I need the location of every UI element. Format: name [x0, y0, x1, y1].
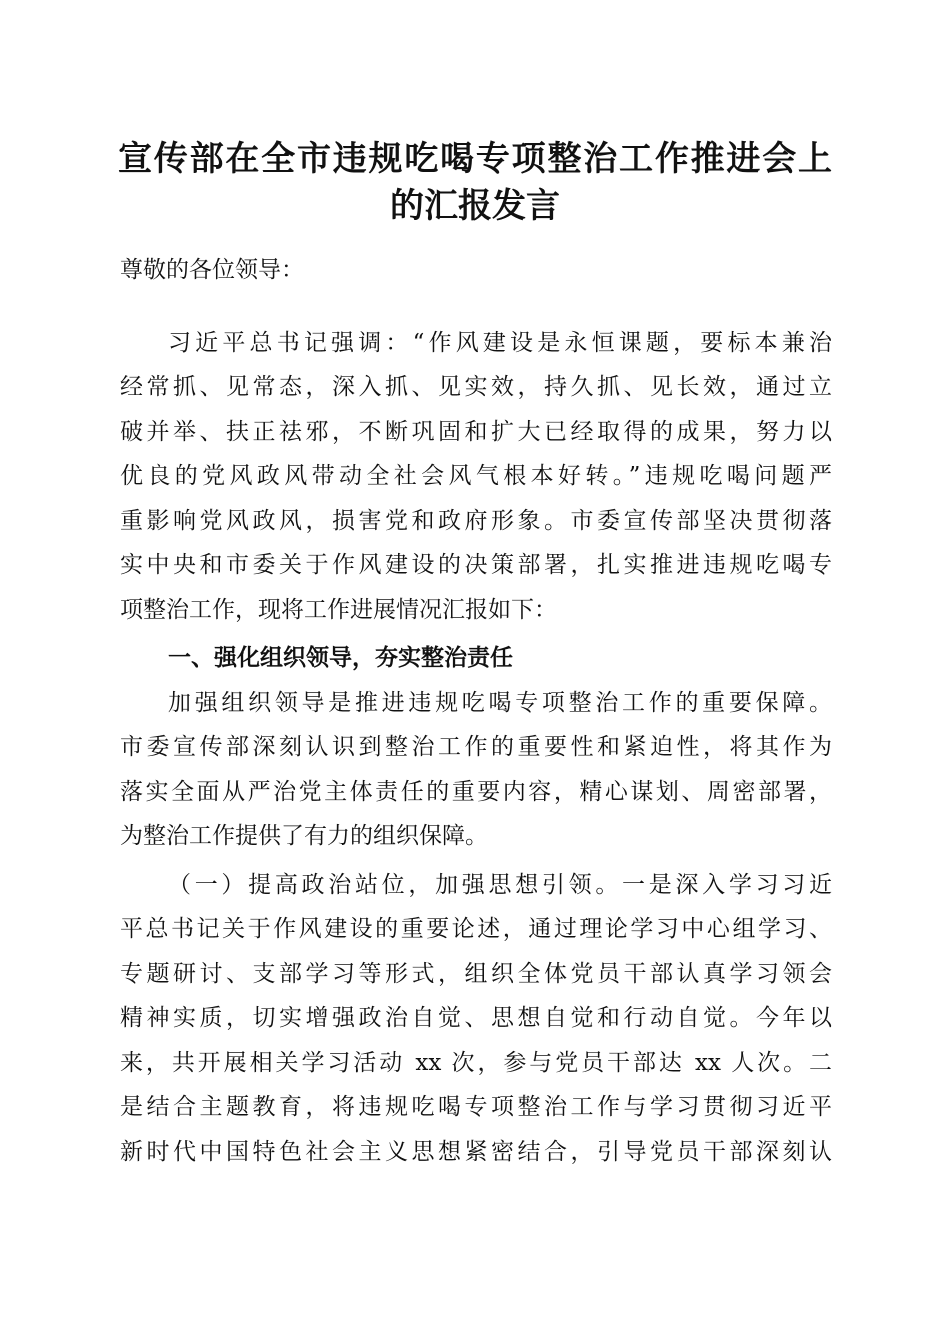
text-line: 精神实质，切实增强政治自觉、思想自觉和行动自觉。今年以 — [120, 1005, 832, 1031]
document-body — [120, 248, 832, 1174]
text-line: 项整治工作，现将工作进展情况汇报如下： — [120, 596, 557, 623]
text-line: 来，共开展相关学习活动 xx 次，参与党员干部达 xx 人次。二 — [120, 1049, 832, 1076]
text-line: 落实全面从严治党主体责任的重要内容，精心谋划、周密部署， — [120, 778, 832, 805]
document-title-line-1: 宣传部在全市违规吃喝专项整治工作推进会上 — [118, 139, 832, 179]
paragraph-intro — [120, 321, 832, 633]
paragraph-subsection-1 — [120, 863, 832, 1175]
text-line: 经常抓、见常态，深入抓、见实效，持久抓、见长效，通过立 — [120, 374, 832, 400]
text-line: （一）提高政治站位，加强思想引领。一是深入学习习近 — [168, 871, 832, 898]
text-line: 平总书记关于作风建设的重要论述，通过理论学习中心组学习、 — [120, 916, 832, 942]
document-title-line-2: 的汇报发言 — [390, 186, 560, 226]
text-line: 是结合主题教育，将违规吃喝专项整治工作与学习贯彻习近平 — [120, 1094, 832, 1120]
text-line: 重影响党风政风，损害党和政府形象。市委宣传部坚决贯彻落 — [120, 507, 832, 534]
text-line: 实中央和市委关于作风建设的决策部署，扎实推进违规吃喝专 — [120, 552, 832, 578]
text-line: 为整治工作提供了有力的组织保障。 — [120, 823, 488, 849]
section-heading: 一、强化组织领导，夯实整治责任 — [168, 645, 513, 671]
text-line: 市委宣传部深刻认识到整治工作的重要性和紧迫性，将其作为 — [120, 734, 832, 760]
text-line: 破并举、扶正祛邪，不断巩固和扩大已经取得的成果，努力以 — [120, 418, 832, 445]
text-line: 优良的党风政风带动全社会风气根本好转。”违规吃喝问题严 — [120, 463, 832, 489]
salutation: 尊敬的各位领导： — [120, 257, 304, 283]
text-line: 新时代中国特色社会主义思想紧密结合，引导党员干部深刻认 — [120, 1138, 832, 1165]
text-line: 习近平总书记强调：“作风建设是永恒课题，要标本兼治 — [168, 329, 832, 356]
text-line: 专题研讨、支部学习等形式，组织全体党员干部认真学习领会 — [120, 960, 832, 987]
paragraph-section-1-intro — [120, 681, 832, 859]
text-line: 加强组织领导是推进违规吃喝专项整治工作的重要保障。 — [168, 689, 832, 716]
